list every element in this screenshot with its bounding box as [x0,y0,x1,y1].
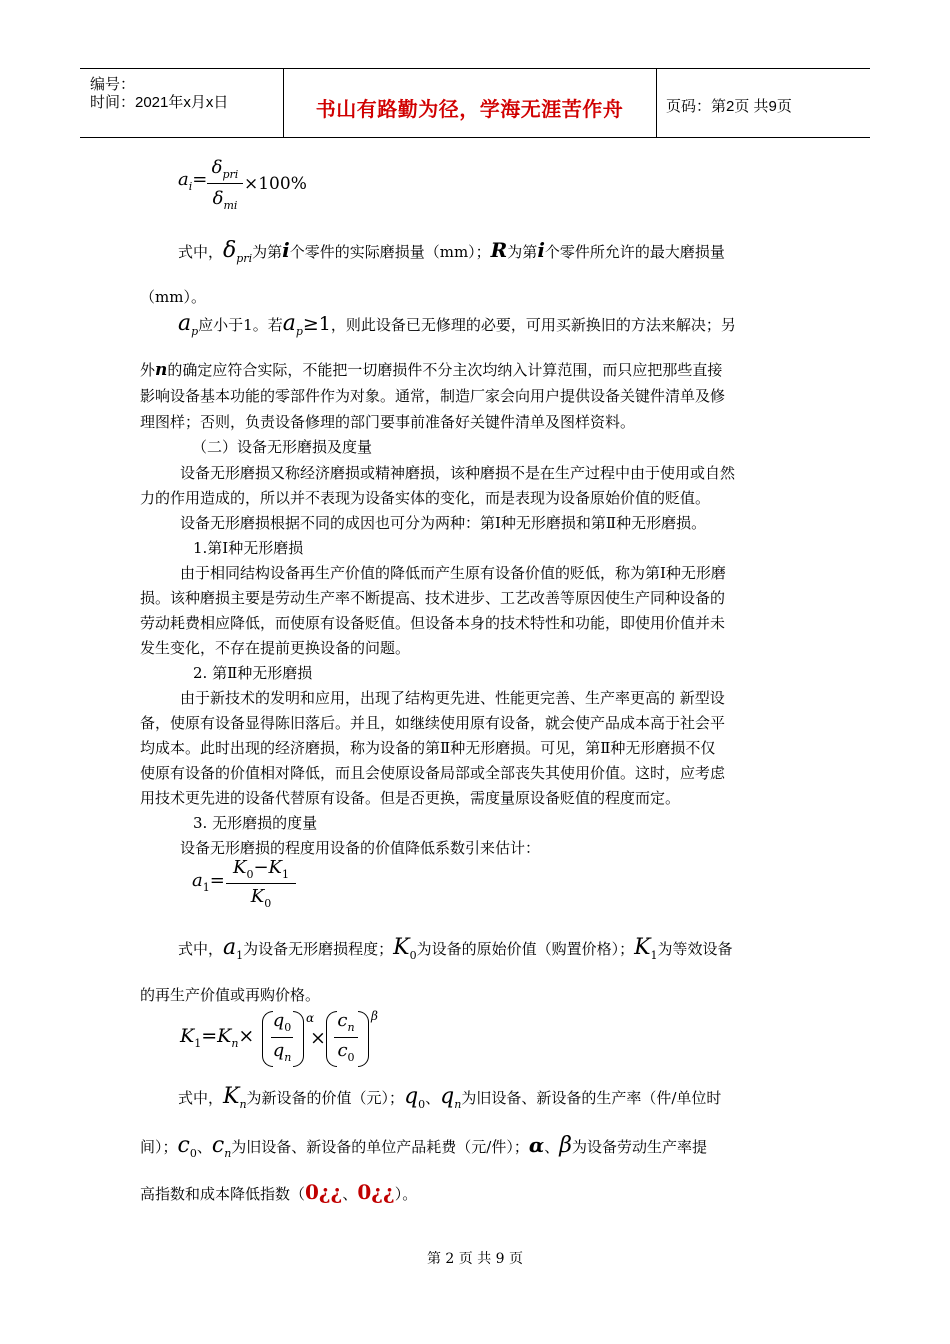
text: 为等效设备 [657,940,733,958]
number-label: 编号： [90,76,136,93]
fraction-bar [334,1037,358,1038]
math-subscript: p [295,325,303,338]
fraction-bar [226,883,296,884]
fraction-bar [271,1037,293,1038]
garbled-symbol: 0¿¿ [357,1180,395,1204]
text: 式中， [178,1089,224,1107]
page-header [80,68,870,138]
formula-operator: = [209,870,225,891]
right-paren [358,1011,369,1067]
math-subscript: 0 [409,949,417,962]
text: 均成本。此时出现的经济磨损，称为设备的第Ⅱ种无形磨损。可见，第Ⅱ种无形磨损不仅 [140,739,716,757]
text: 高指数和成本降低指数（ [140,1185,306,1203]
text: 式中， [178,243,224,261]
math-symbol: R [490,238,508,262]
math-symbol: K [393,935,410,960]
formula-symbol: K [250,886,265,907]
page-footer: 第 2 页 共 9 页 [426,1251,524,1267]
formula-symbol: δ [211,157,223,178]
math-symbol: a [223,935,237,960]
text: 式中， [178,940,224,958]
math-subscript: 0 [189,1147,197,1160]
math-symbol: δ [223,238,237,263]
formula-symbol: c [337,1040,348,1061]
math-subscript: n [239,1098,247,1111]
formula-symbol: a [192,870,203,891]
math-symbol: c [211,1133,225,1158]
formula-symbol: q [272,1040,285,1061]
math-subscript: 0 [418,1098,426,1111]
math-symbol: K [634,935,651,960]
header-motto-cell [283,69,657,137]
text: （mm）。 [140,288,206,306]
formula-operator: × [238,1025,255,1047]
math-subscript: 1 [236,949,244,962]
right-paren [293,1011,304,1067]
formula-subscript: n [284,1051,292,1064]
subheading: 3. 无形磨损的度量 [193,814,318,832]
text: 的确定应符合实际，不能把一切磨损件不分主次均纳入计算范围，而只应把那些直接 [167,361,723,379]
text: 个零件的实际磨损量（mm）； [289,243,491,261]
formula-symbol: K [268,857,282,878]
text: 由于相同结构设备再生产价值的降低而产生原有设备价值的贬低，称为第Ⅰ种无形磨 [180,564,726,582]
text: 的再生产价值或再购价格。 [140,986,321,1004]
text: ，则此设备已无修理的必要，可用买新换旧的方法来解决；另 [330,316,736,334]
formula-subscript: 0 [264,897,272,910]
fraction-bar [207,183,243,184]
text: ）。 [394,1185,418,1203]
formula-symbol: K [180,1025,195,1047]
formula-subscript: 1 [202,881,210,894]
math-symbol: K [223,1084,240,1109]
math-subscript: 1 [650,949,658,962]
text: 发生变化，不存在提前更换设备的问题。 [140,639,411,657]
formula-subscript: i [188,180,193,193]
formula-operator: × [310,1027,326,1049]
math-symbol: α [528,1133,545,1157]
text: 为旧设备、新设备的生产率（件/单位时 [461,1089,722,1107]
text: 备，使原有设备显得陈旧落后。并且，如继续使用原有设备，就会使产品成本高于社会平 [140,714,726,732]
subheading: 2. 第Ⅱ种无形磨损 [193,664,313,682]
formula-symbol: a [178,169,189,190]
time-label: 时间：2021年x月x日 [90,94,229,111]
text: 应小于1。若 [198,316,283,334]
formula-symbol: δ [212,188,224,209]
math-symbol: c [177,1133,190,1158]
text: 用技术更先进的设备代替原有设备。但是否更换，需度量原设备贬值的程度而定。 [140,789,681,807]
text: 为第 [507,243,538,261]
formula-subscript: n [231,1037,239,1050]
formula-subscript: 1 [194,1037,202,1050]
math-symbol: n [155,360,168,380]
text: 为设备无形磨损程度； [243,940,394,958]
formula-symbol: c [337,1010,348,1031]
section-heading: （二）设备无形磨损及度量 [192,438,373,456]
text: 、 [425,1089,441,1107]
math-subscript: n [224,1147,232,1160]
text: 外 [140,361,156,379]
formula-symbol: K [217,1025,232,1047]
math-symbol: q [404,1084,419,1109]
text: 为第 [252,243,283,261]
formula-exponent: β [371,1009,378,1023]
text: 、 [342,1185,358,1203]
subheading: 1.第Ⅰ种无形磨损 [193,539,304,557]
math-symbol: a [178,311,192,336]
text: 影响设备基本功能的零部件作为对象。通常，制造厂家会向用户提供设备关键件清单及修 [140,387,726,405]
math-symbol: a [282,311,296,336]
paragraph-two-kinds: 设备无形磨损根据不同的成因也可分为两种：第Ⅰ种无形磨损和第Ⅱ种无形磨损。 [180,514,707,532]
text: 间）； [140,1138,178,1156]
math-relation: ≥1 [302,313,331,335]
text: 个零件所允许的最大磨损量 [544,243,725,261]
text: 由于新技术的发明和应用，出现了结构更先进、性能更完善、生产率更高的 新型设 [180,689,725,707]
formula-subscript: 0 [246,868,254,881]
text: 损。该种磨损主要是劳动生产率不断提高、技术进步、工艺改善等原因使生产同种设备的 [140,589,726,607]
text: 为新设备的价值（元）； [246,1089,405,1107]
text: 力的作用造成的，所以并不表现为设备实体的变化，而是表现为设备原始价值的贬值。 [140,489,711,507]
formula-subscript: 0 [284,1021,292,1034]
text: 设备无形磨损又称经济磨损或精神磨损，该种磨损不是在生产过程中由于使用或自然 [180,464,736,482]
formula-operator: = [201,1025,218,1047]
formula-subscript: n [347,1021,355,1034]
formula-subscript: pri [222,168,239,181]
text: 理图样；否则，负责设备修理的部门要事前准备好关键件清单及图样资料。 [140,413,636,431]
math-subscript: pri [236,252,253,265]
math-symbol: q [440,1084,455,1109]
motto: 书山有路勤为径，学海无涯苦作舟 [315,99,624,121]
formula-operator: = [192,169,208,190]
formula-subscript: 1 [282,868,289,881]
math-subscript: n [454,1098,462,1111]
page-number-label: 页码：第2页 共9页 [666,98,792,115]
formula-operator: − [253,857,269,878]
math-symbol: i [537,238,545,262]
header-meta-cell [80,69,284,137]
math-symbol: i [282,238,290,262]
formula-symbol: K [233,857,247,878]
text: 为旧设备、新设备的单位产品耗费（元/件）； [231,1138,529,1156]
math-symbol: β [559,1133,572,1158]
formula-subscript: 0 [347,1051,355,1064]
text: 、 [196,1138,212,1156]
formula-exponent: α [306,1011,315,1025]
text: 为设备的原始价值（购置价格）； [416,940,635,958]
formula-symbol: q [272,1010,285,1031]
text: 劳动耗费相应降低，而使原有设备贬值。但设备本身的技术特性和功能，即使用价值并未 [140,614,726,632]
math-subscript: p [191,325,199,338]
text: 使原有设备的价值相对降低，而且会使原设备局部或全部丧失其使用价值。这时，应考虑 [140,764,726,782]
text: 为设备劳动生产率提 [571,1138,707,1156]
text: 设备无形磨损的程度用设备的价值降低系数引来估计： [180,839,541,857]
formula-tail: ×100% [244,174,307,194]
formula-subscript: mi [223,199,238,212]
text: 、 [544,1138,560,1156]
garbled-symbol: 0¿¿ [305,1180,343,1204]
